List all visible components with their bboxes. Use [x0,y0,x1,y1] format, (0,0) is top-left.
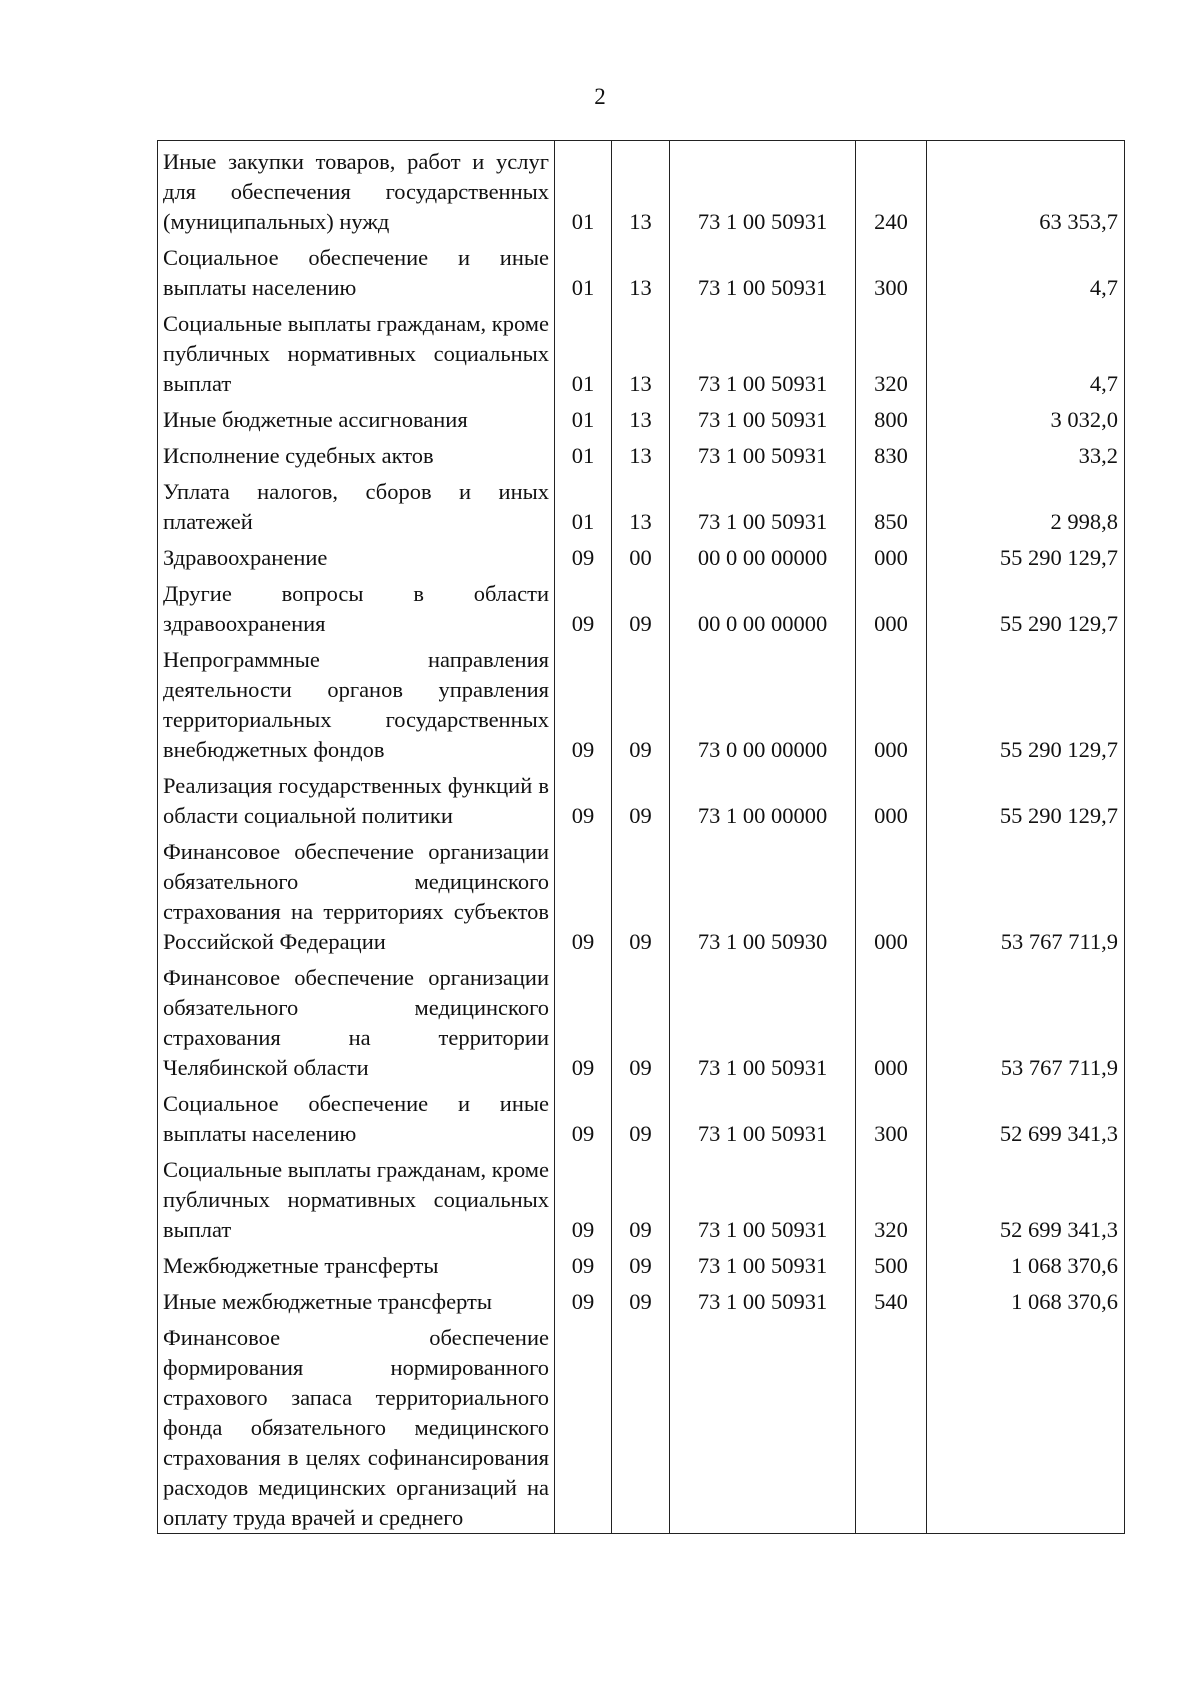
expense-type-cell: 000 [856,957,927,1083]
subsection-code-cell: 09 [612,1245,670,1281]
section-code-cell: 09 [555,1281,612,1317]
expense-type-cell: 500 [856,1245,927,1281]
target-article-cell: 73 0 00 00000 [670,639,856,765]
subsection-code-cell: 09 [612,765,670,831]
section-code-cell: 01 [555,237,612,303]
table-row [158,237,1125,303]
amount-cell: 53 767 711,9 [927,957,1125,1083]
expense-type-cell: 000 [856,639,927,765]
section-code-cell [555,1317,612,1534]
item-name-cell: Уплата налогов, сборов и иных платежей [158,471,555,537]
section-code-cell: 09 [555,957,612,1083]
expense-type-cell: 850 [856,471,927,537]
item-name-cell: Финансовое обеспечение организации обязательного медицинского страхования на территории Челябинской области [158,957,555,1083]
expense-type-cell: 300 [856,237,927,303]
table-row [158,1245,1125,1281]
target-article-cell: 73 1 00 50931 [670,957,856,1083]
target-article-cell [670,1317,856,1534]
table-row [158,1083,1125,1149]
expense-type-cell: 320 [856,303,927,399]
item-name-cell: Иные бюджетные ассигнования [158,399,555,435]
budget-table-container [157,140,1124,1534]
target-article-cell: 73 1 00 50930 [670,831,856,957]
item-name-cell: Здравоохранение [158,537,555,573]
expense-type-cell: 000 [856,765,927,831]
expense-type-cell: 000 [856,573,927,639]
subsection-code-cell: 13 [612,141,670,238]
expense-type-cell: 540 [856,1281,927,1317]
expense-type-cell: 830 [856,435,927,471]
target-article-cell: 73 1 00 50931 [670,237,856,303]
expense-type-cell: 800 [856,399,927,435]
amount-cell: 2 998,8 [927,471,1125,537]
expense-type-cell [856,1317,927,1534]
expense-type-cell: 300 [856,1083,927,1149]
subsection-code-cell: 09 [612,639,670,765]
item-name-cell: Непрограммные направления деятельности органов управления территориальных государственных внебюджетных фондов [158,639,555,765]
subsection-code-cell: 13 [612,399,670,435]
table-row [158,1149,1125,1245]
subsection-code-cell: 00 [612,537,670,573]
table-row [158,399,1125,435]
subsection-code-cell: 09 [612,957,670,1083]
table-row [158,141,1125,238]
amount-cell: 55 290 129,7 [927,573,1125,639]
section-code-cell: 09 [555,1245,612,1281]
target-article-cell: 73 1 00 50931 [670,471,856,537]
target-article-cell: 73 1 00 50931 [670,1083,856,1149]
expense-type-cell: 000 [856,537,927,573]
subsection-code-cell: 13 [612,471,670,537]
budget-table [157,140,1125,1534]
table-row [158,1281,1125,1317]
item-name-cell: Межбюджетные трансферты [158,1245,555,1281]
subsection-code-cell: 09 [612,1083,670,1149]
subsection-code-cell: 13 [612,435,670,471]
target-article-cell: 73 1 00 50931 [670,1245,856,1281]
expense-type-cell: 000 [856,831,927,957]
subsection-code-cell: 09 [612,831,670,957]
target-article-cell: 73 1 00 50931 [670,435,856,471]
subsection-code-cell: 09 [612,1281,670,1317]
amount-cell [927,1317,1125,1534]
target-article-cell: 73 1 00 50931 [670,141,856,238]
item-name-cell: Социальное обеспечение и иные выплаты населению [158,1083,555,1149]
table-row [158,537,1125,573]
item-name-cell: Финансовое обеспечение формирования нормированного страхового запаса территориального фонда обязательного медицинского страхования в целях софинансирования расходов медицинских организаций на оплату труда врачей и среднего [158,1317,555,1534]
amount-cell: 63 353,7 [927,141,1125,238]
section-code-cell: 09 [555,831,612,957]
target-article-cell: 73 1 00 50931 [670,1281,856,1317]
item-name-cell: Социальные выплаты гражданам, кроме публичных нормативных социальных выплат [158,1149,555,1245]
section-code-cell: 01 [555,303,612,399]
target-article-cell: 73 1 00 50931 [670,399,856,435]
section-code-cell: 01 [555,141,612,238]
table-row [158,471,1125,537]
amount-cell: 55 290 129,7 [927,639,1125,765]
item-name-cell: Иные межбюджетные трансферты [158,1281,555,1317]
item-name-cell: Социальные выплаты гражданам, кроме публичных нормативных социальных выплат [158,303,555,399]
amount-cell: 55 290 129,7 [927,537,1125,573]
section-code-cell: 09 [555,639,612,765]
table-row [158,573,1125,639]
amount-cell: 1 068 370,6 [927,1281,1125,1317]
expense-type-cell: 320 [856,1149,927,1245]
item-name-cell: Социальное обеспечение и иные выплаты населению [158,237,555,303]
target-article-cell: 00 0 00 00000 [670,573,856,639]
amount-cell: 33,2 [927,435,1125,471]
target-article-cell: 73 1 00 50931 [670,1149,856,1245]
amount-cell: 55 290 129,7 [927,765,1125,831]
subsection-code-cell: 13 [612,237,670,303]
section-code-cell: 09 [555,573,612,639]
item-name-cell: Иные закупки товаров, работ и услуг для обеспечения государственных (муниципальных) нужд [158,141,555,238]
table-row [158,435,1125,471]
item-name-cell: Исполнение судебных актов [158,435,555,471]
item-name-cell: Реализация государственных функций в области социальной политики [158,765,555,831]
subsection-code-cell: 09 [612,573,670,639]
amount-cell: 3 032,0 [927,399,1125,435]
section-code-cell: 09 [555,1083,612,1149]
item-name-cell: Финансовое обеспечение организации обязательного медицинского страхования на территориях субъектов Российской Федерации [158,831,555,957]
amount-cell: 4,7 [927,303,1125,399]
table-row [158,1317,1125,1534]
section-code-cell: 09 [555,537,612,573]
section-code-cell: 01 [555,435,612,471]
amount-cell: 1 068 370,6 [927,1245,1125,1281]
section-code-cell: 01 [555,471,612,537]
section-code-cell: 09 [555,1149,612,1245]
amount-cell: 52 699 341,3 [927,1149,1125,1245]
table-row [158,831,1125,957]
budget-table-body [158,141,1125,1534]
subsection-code-cell [612,1317,670,1534]
section-code-cell: 01 [555,399,612,435]
target-article-cell: 73 1 00 50931 [670,303,856,399]
item-name-cell: Другие вопросы в области здравоохранения [158,573,555,639]
amount-cell: 53 767 711,9 [927,831,1125,957]
subsection-code-cell: 09 [612,1149,670,1245]
table-row [158,303,1125,399]
table-row [158,639,1125,765]
target-article-cell: 00 0 00 00000 [670,537,856,573]
amount-cell: 52 699 341,3 [927,1083,1125,1149]
expense-type-cell: 240 [856,141,927,238]
table-row [158,957,1125,1083]
subsection-code-cell: 13 [612,303,670,399]
table-row [158,765,1125,831]
page-number: 2 [594,84,606,109]
amount-cell: 4,7 [927,237,1125,303]
section-code-cell: 09 [555,765,612,831]
target-article-cell: 73 1 00 00000 [670,765,856,831]
